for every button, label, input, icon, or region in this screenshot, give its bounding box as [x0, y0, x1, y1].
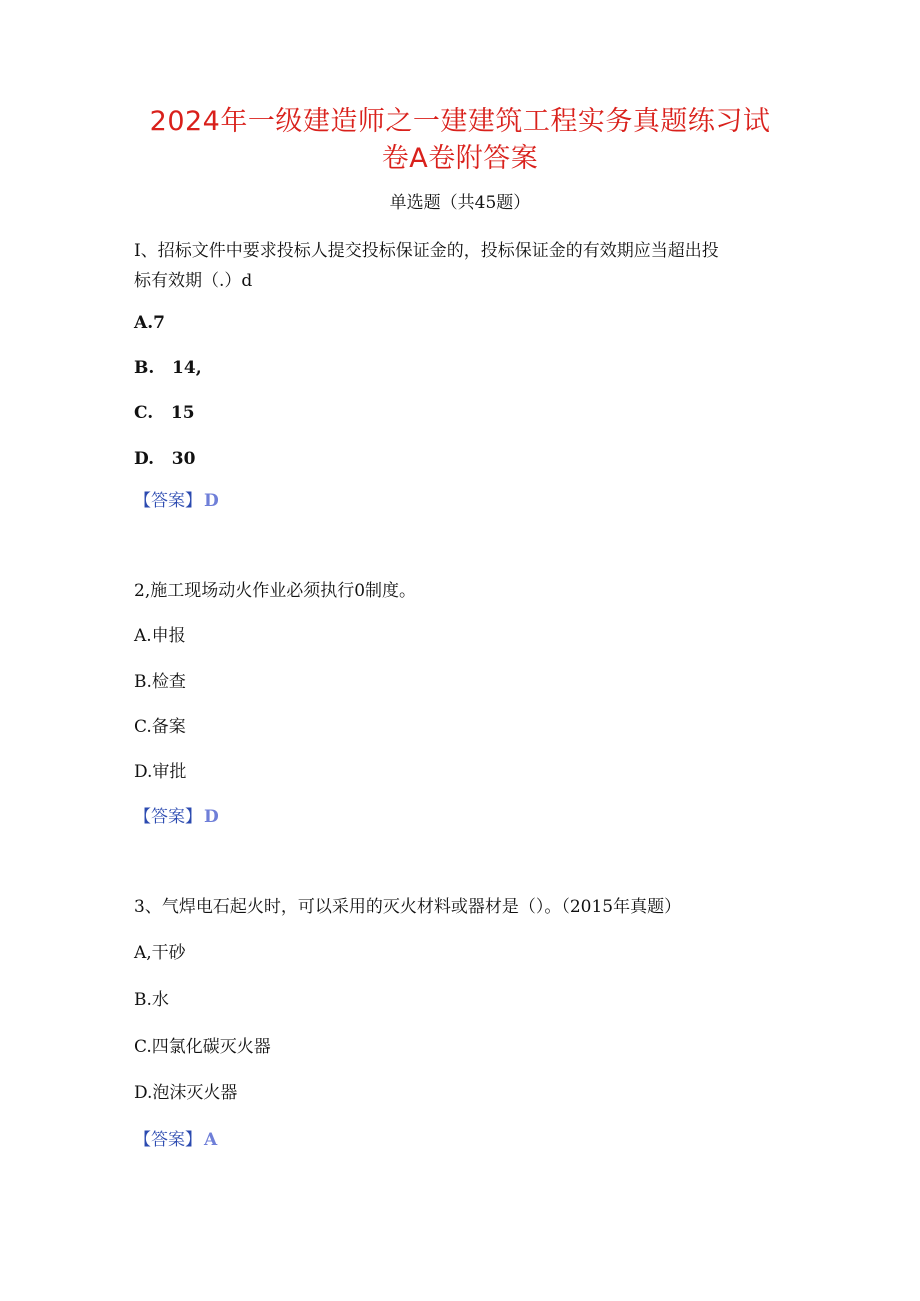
answer-value: A: [204, 1130, 218, 1150]
question-3-answer: [134, 1129, 217, 1151]
question-1-stem: [134, 236, 784, 296]
question-2-option-d: D.审批: [134, 762, 187, 782]
answer-label: 【答案】: [134, 1130, 202, 1150]
answer-value: D: [204, 491, 219, 511]
answer-label: 【答案】: [134, 807, 202, 827]
question-1-option-d: [134, 448, 195, 470]
question-1-answer: [134, 490, 219, 512]
question-1-option-d-text: D. 30: [134, 449, 196, 469]
question-1-option-a: [134, 312, 165, 334]
document-title-line-2: 卷A卷附答案: [381, 143, 539, 174]
question-3-option-c: C.四氯化碳灭火器: [134, 1037, 271, 1057]
question-1-option-c-text: C. 15: [134, 403, 195, 423]
question-1-option-b-text: B. 14,: [134, 358, 202, 378]
question-3-option-a: A,干砂: [134, 943, 186, 963]
question-2-option-c: C.备案: [134, 717, 186, 737]
question-3-option-b: B.水: [134, 990, 169, 1010]
document-title-line-1: 2024年一级建造师之一建建筑工程实务真题练习试: [149, 106, 771, 137]
document-title: [0, 103, 920, 177]
question-2-option-b: B.检查: [134, 672, 186, 692]
question-2-stem: 2,施工现场动火作业必须执行0制度。: [134, 581, 417, 601]
answer-label: 【答案】: [134, 491, 202, 511]
question-1-option-c: [134, 402, 195, 424]
question-1-option-b: [134, 357, 202, 379]
question-1-stem-line-2: 标有效期（.）d: [134, 271, 253, 291]
question-1-stem-line-1: I、招标文件中要求投标人提交投标保证金的，投标保证金的有效期应当超出投: [134, 241, 719, 261]
question-3-stem: 3、气焊电石起火时，可以采用的灭火材料或器材是（）。（2015年真题）: [134, 897, 682, 917]
answer-value: D: [204, 807, 219, 827]
question-3-option-d: D.泡沫灭火器: [134, 1083, 238, 1103]
question-1-option-a-text: A.7: [134, 313, 165, 333]
section-heading: 单选题（共45题）: [389, 193, 531, 213]
question-2-answer: [134, 806, 219, 828]
question-2-option-a: A.申报: [134, 626, 186, 646]
